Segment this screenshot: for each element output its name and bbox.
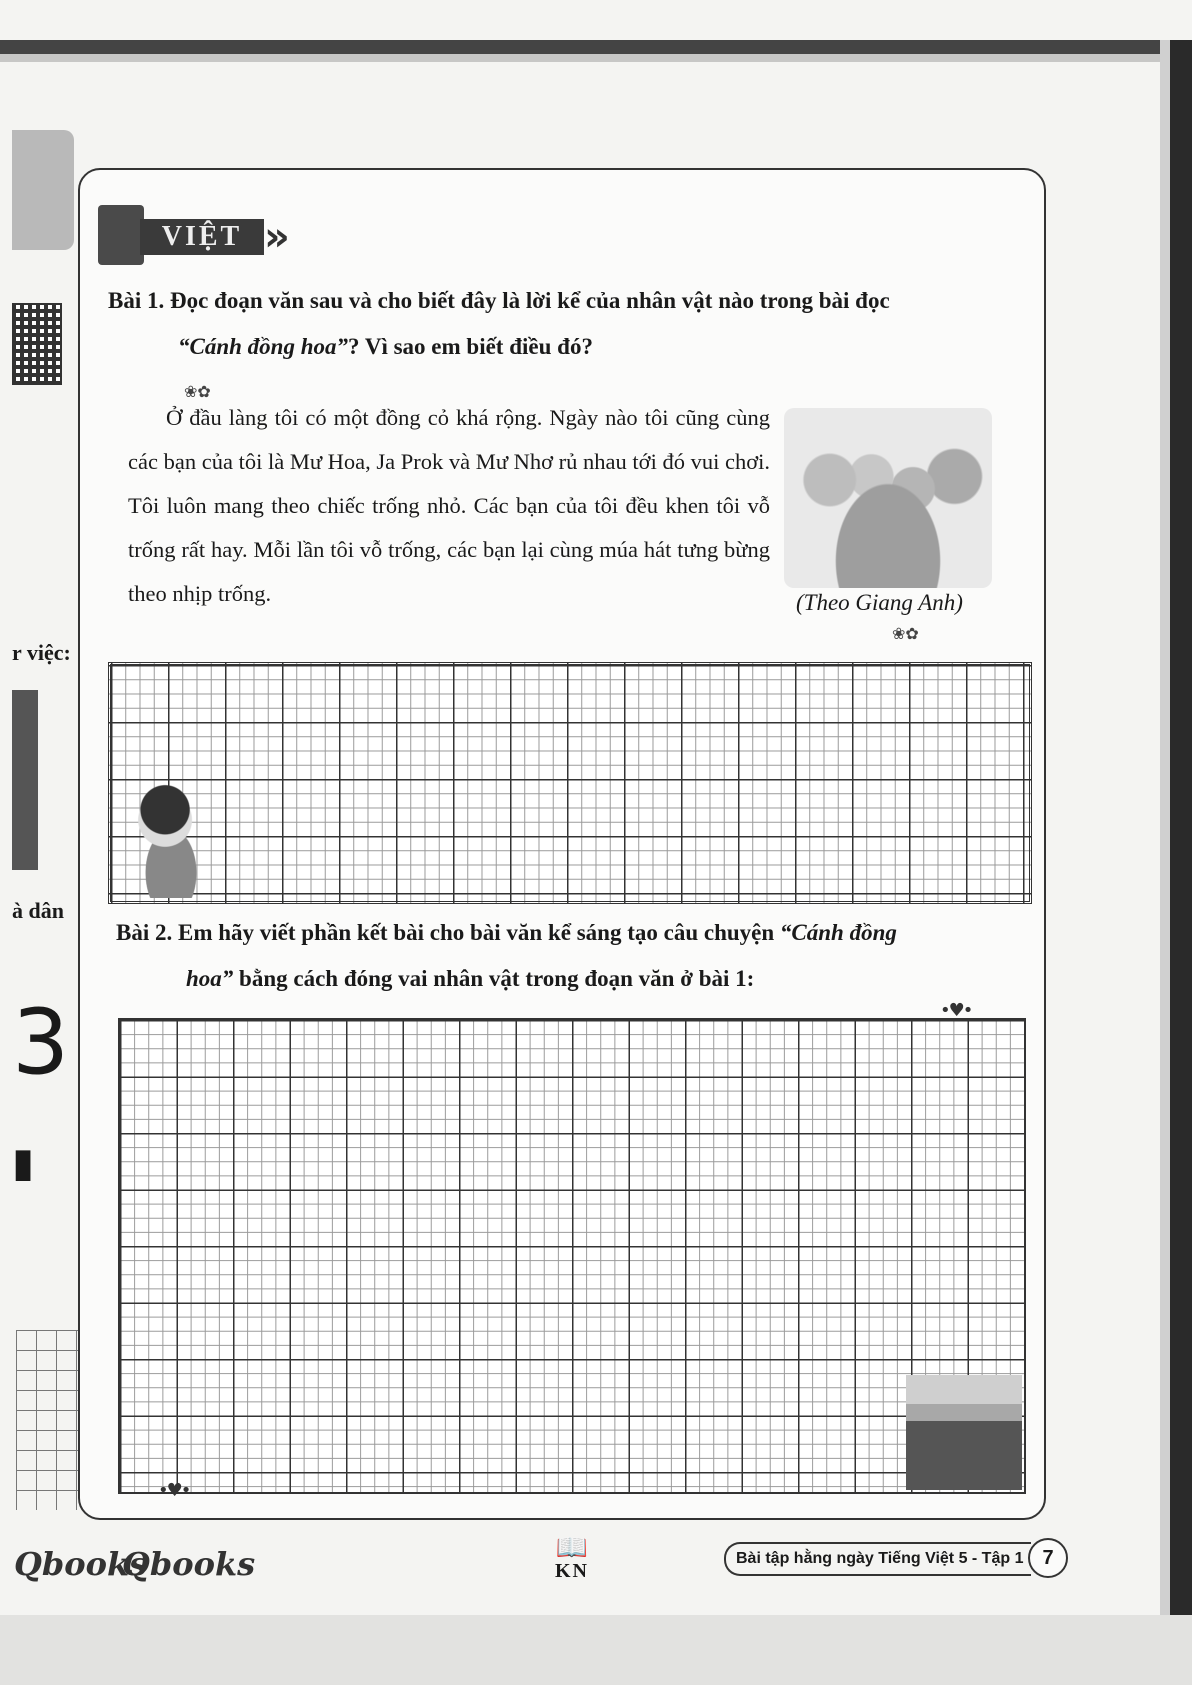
qbooks-logo: Qbooks: [122, 1545, 256, 1583]
reading-passage: [128, 396, 770, 616]
scan-bottom-area: [0, 1615, 1192, 1685]
exercise-2-title-part2: hoa”: [186, 966, 234, 991]
scan-top-band: [0, 40, 1192, 54]
exercise-1-text-after: ? Vì sao em biết điều đó?: [348, 334, 593, 359]
signpost-icon: [98, 205, 144, 265]
girl-with-pencil-illustration: [112, 772, 230, 898]
exercise-2-title-part1: “Cánh đồng: [779, 920, 897, 945]
qbooks-logo-left: Qbooks: [14, 1545, 148, 1583]
exercise-2-prefix: Bài 2.: [116, 920, 173, 945]
exercise-2-text: Em hãy viết phần kết bài cho bài văn kể sáng tạo câu chuyện: [172, 920, 780, 945]
answer-grid-1[interactable]: [108, 662, 1032, 904]
answer-grid-2[interactable]: [118, 1018, 1026, 1494]
children-illustration: [784, 408, 992, 588]
left-page-qr-code: [12, 303, 62, 385]
exercise-1-prefix: Bài 1.: [108, 288, 165, 313]
exercise-1-title: “Cánh đồng hoa”: [178, 334, 349, 359]
exercise-1-heading: [108, 278, 1028, 370]
flourish-icon: ❀✿: [184, 382, 211, 401]
scan-right-shadow: [1160, 40, 1170, 1685]
left-page-fragment-1: r việc:: [12, 640, 71, 665]
scan-right-edge: [1170, 40, 1192, 1685]
left-page-cloud-tab: [12, 130, 74, 250]
publisher-logo: [540, 1533, 604, 1590]
exercise-2-text-after: bằng cách đóng vai nhân vật trong đoạn văn ở bài 1:: [233, 966, 755, 991]
heart-icon: •♥•: [158, 1480, 190, 1501]
flourish-icon: ❀✿: [892, 624, 919, 643]
publisher-mark: KN: [555, 1560, 589, 1582]
page-number: 7: [1028, 1538, 1068, 1578]
left-page-mark-icon: ▮: [12, 1140, 35, 1186]
exercise-2-heading: [116, 910, 1036, 1002]
left-page-photo: [12, 690, 38, 870]
passage-text: Ở đầu làng tôi có một đồng cỏ khá rộng. Ngày nào tôi cũng cùng các bạn của tôi là Mư Hoa, Ja Prok và Mư Nhơ rủ nhau tới đó vui chơi. Tôi luôn mang theo chiếc trống nhỏ. Các bạn của tôi đều khen tôi vỗ trống rất hay. Mỗi lần tôi vỗ trống, các bạn lại cùng múa hát tưng bừng theo nhịp trống.: [128, 405, 770, 606]
section-badge: [98, 205, 298, 265]
book-title: Bài tập hằng ngày Tiếng Việt 5 - Tập 1: [724, 1542, 1031, 1576]
section-label: VIỆT: [140, 219, 264, 255]
scan-top-shadow: [0, 54, 1192, 62]
passage-source: (Theo Giang Anh): [796, 590, 963, 615]
chevron-right-icon: »: [264, 214, 290, 260]
exercise-1-text: Đọc đoạn văn sau và cho biết đây là lời kể của nhân vật nào trong bài đọc: [164, 288, 890, 313]
left-page-fragment-2: à dân: [12, 898, 64, 923]
heart-icon: •♥•: [940, 1000, 972, 1021]
left-page-brace-icon: 3: [12, 990, 70, 1095]
open-book-icon: 📖: [555, 1533, 589, 1563]
crowd-illustration: [906, 1375, 1022, 1490]
